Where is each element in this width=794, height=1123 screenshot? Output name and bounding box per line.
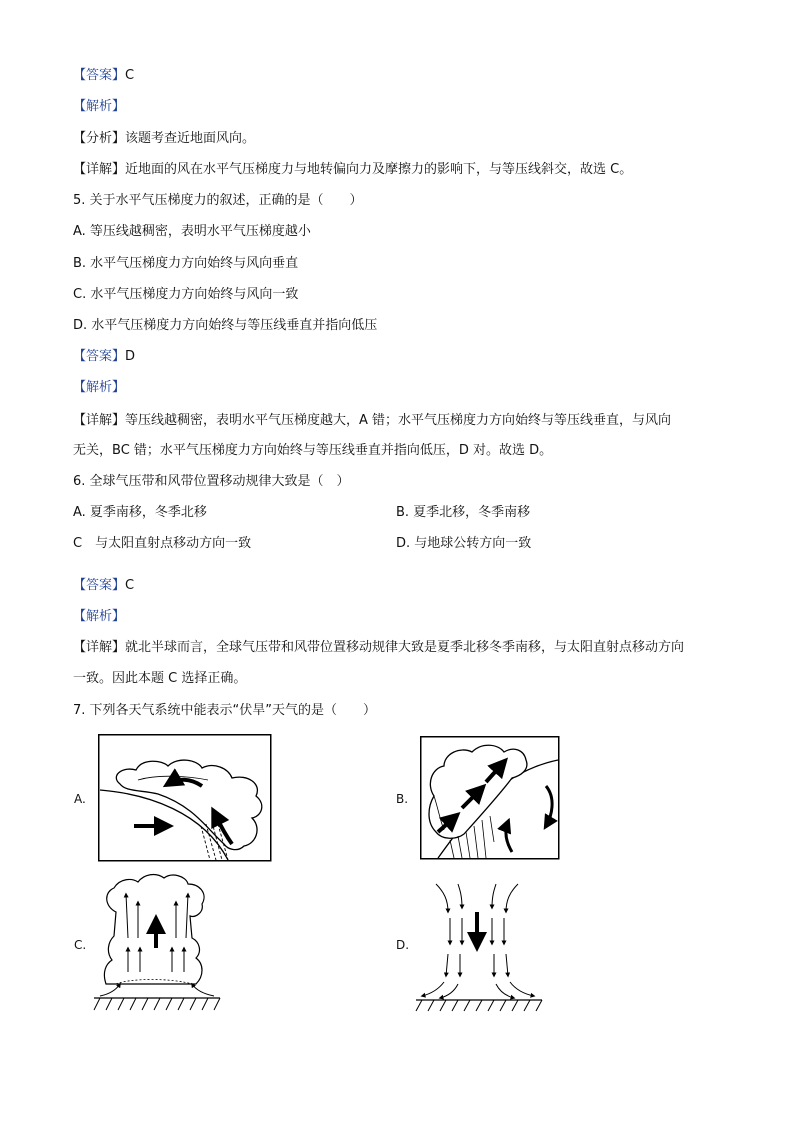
answer-value: D (125, 349, 136, 364)
figure-label-a: A. (74, 792, 86, 806)
figure-d-weather-diagram (414, 878, 544, 1012)
q6-option-a: A. 夏季南移，冬季北移 (73, 505, 207, 520)
q5-analysis-line (73, 379, 125, 397)
q7-stem: 7. 下列各天气系统中能表示“伏旱”天气的是（ ） (73, 703, 377, 718)
analysis-tag: 【解析】 (73, 99, 126, 114)
figure-label-b: B. (396, 792, 409, 806)
detail-text: 近地面的风在水平气压梯度力与地转偏向力及摩擦力的影响下，与等压线斜交，故选 C。 (125, 162, 633, 177)
q5-option-a: A. 等压线越稠密，表明水平气压梯度越小 (73, 224, 311, 239)
figure-c-weather-diagram (92, 872, 222, 1012)
analysis-tag: 【解析】 (73, 380, 126, 395)
analysis-line-q4 (73, 98, 125, 116)
fenxi-line-q4 (73, 130, 255, 148)
q5-option-c: C. 水平气压梯度力方向始终与风向一致 (73, 287, 299, 302)
analysis-tag: 【解析】 (73, 609, 126, 624)
detail-line-q4 (73, 161, 632, 179)
fenxi-tag: 【分析】 (73, 131, 126, 146)
figure-label-d: D. (396, 938, 410, 952)
q6-option-b: B. 夏季北移，冬季南移 (396, 505, 531, 520)
answer-value: C (125, 68, 135, 83)
fenxi-text: 该题考查近地面风向。 (125, 131, 256, 146)
q6-stem: 6. 全球气压带和风带位置移动规律大致是（ ） (73, 474, 350, 489)
figure-b-weather-diagram (420, 736, 560, 860)
detail-text: 就北半球而言，全球气压带和风带位置移动规律大致是夏季北移冬季南移，与太阳直射点移动方向 (125, 640, 685, 655)
detail-text: 等压线越稠密，表明水平气压梯度越大，A 错；水平气压梯度力方向始终与等压线垂直，与风向 (125, 413, 672, 428)
q6-option-c: C 与太阳直射点移动方向一致 (73, 536, 252, 551)
figure-label-c: C. (74, 938, 87, 952)
q6-analysis-line (73, 608, 125, 626)
q6-answer-line (73, 577, 134, 595)
figure-a-weather-diagram (98, 734, 272, 862)
q6-option-d: D. 与地球公转方向一致 (396, 536, 532, 551)
detail-tag: 【详解】 (73, 413, 126, 428)
detail-tag: 【详解】 (73, 162, 126, 177)
detail-tag: 【详解】 (73, 640, 126, 655)
q5-detail-line-1 (73, 412, 671, 430)
answer-tag: 【答案】 (73, 578, 126, 593)
q6-detail-line-2: 一致。因此本题 C 选择正确。 (73, 671, 247, 686)
q5-option-d: D. 水平气压梯度力方向始终与等压线垂直并指向低压 (73, 318, 378, 333)
answer-tag: 【答案】 (73, 68, 126, 83)
answer-value: C (125, 578, 135, 593)
answer-tag: 【答案】 (73, 349, 126, 364)
answer-line-q4 (73, 67, 134, 85)
q5-stem: 5. 关于水平气压梯度力的叙述，正确的是（ ） (73, 193, 363, 208)
q5-answer-line (73, 348, 135, 366)
q6-detail-line-1 (73, 639, 684, 657)
q5-option-b: B. 水平气压梯度力方向始终与风向垂直 (73, 256, 299, 271)
q5-detail-line-2: 无关，BC 错；水平气压梯度力方向始终与等压线垂直并指向低压，D 对。故选 D。 (73, 443, 553, 458)
